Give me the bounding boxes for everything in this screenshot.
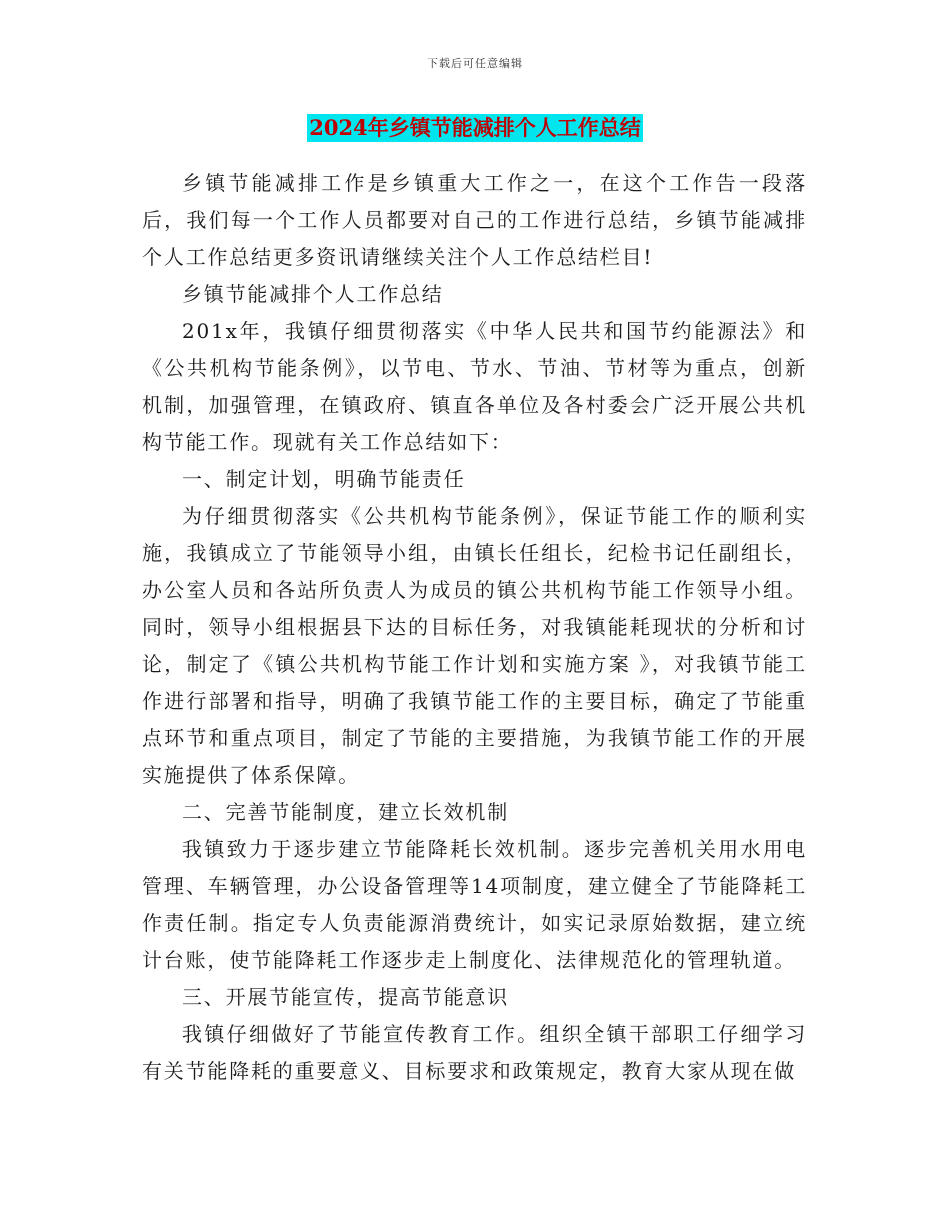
intro-paragraph: 乡镇节能减排工作是乡镇重大工作之一，在这个工作告一段落后，我们每一个工作人员都要对自己的工作进行总结，乡镇节能减排个人工作总结更多资讯请继续关注个人工作总结栏目! (142, 171, 807, 269)
section-heading-3: 三、开展节能宣传，提高节能意识 (182, 985, 509, 1009)
section-heading-2: 二、完善节能制度，建立长效机制 (182, 800, 509, 824)
subtitle-paragraph: 乡镇节能减排个人工作总结 (182, 282, 444, 306)
header-note: 下载后可任意编辑 (427, 57, 523, 70)
document-body (142, 165, 807, 1090)
overview-paragraph: 201x年，我镇仔细贯彻落实《中华人民共和国节约能源法》和《公共机构节能条例》，以节电、节水、节油、节材等为重点，创新机制，加强管理，在镇政府、镇直各单位及各村委会广泛开展公共机构节能工作。现就有关工作总结如下： (142, 319, 807, 454)
title-container (0, 114, 950, 142)
section-body-1: 为仔细贯彻落实《公共机构节能条例》，保证节能工作的顺利实施，我镇成立了节能领导小组，由镇长任组长，纪检书记任副组长，办公室人员和各站所负责人为成员的镇公共机构节能工作领导小组。同时，领导小组根据县下达的目标任务，对我镇能耗现状的分析和讨论，制定了《镇公共机构节能工作计划和实施方案 》，对我镇节能工作进行部署和指导，明确了我镇节能工作的主要目标，确定了节能重点环节和重点项目，制定了节能的主要措施，为我镇节能工作的开展实施提供了体系保障。 (142, 504, 807, 787)
section-body-3: 我镇仔细做好了节能宣传教育工作。组织全镇干部职工仔细学习有关节能降耗的重要意义、目标要求和政策规定，教育大家从现在做 (142, 1022, 807, 1083)
document-title: 2024年乡镇节能减排个人工作总结 (309, 115, 641, 140)
section-body-2: 我镇致力于逐步建立节能降耗长效机制。逐步完善机关用水用电管理、车辆管理，办公设备管理等14项制度，建立健全了节能降耗工作责任制。指定专人负责能源消费统计，如实记录原始数据，建立统计台账，使节能降耗工作逐步走上制度化、法律规范化的管理轨道。 (142, 837, 807, 972)
section-heading-1: 一、制定计划，明确节能责任 (182, 467, 466, 491)
